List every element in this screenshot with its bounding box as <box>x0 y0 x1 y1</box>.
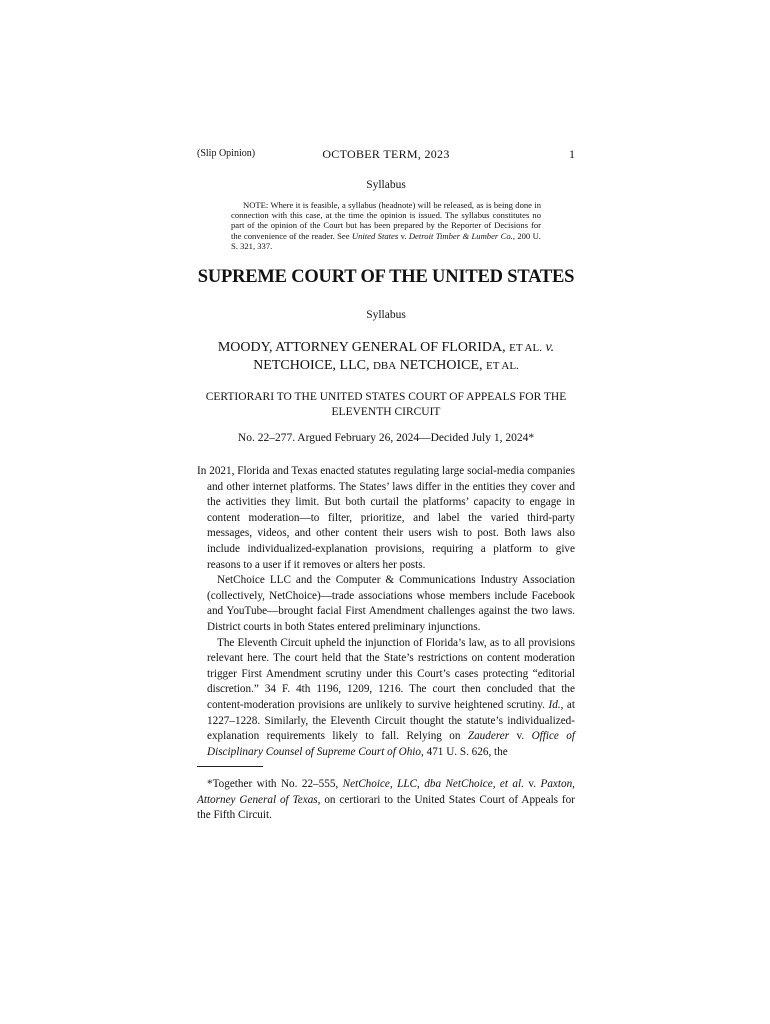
caption-et-al-2: ET AL. <box>486 360 519 373</box>
footnote-paxton: Paxton, Attorney General of Texas <box>197 778 575 806</box>
footnote <box>197 777 575 824</box>
caption-party-3: NETCHOICE, <box>399 358 483 374</box>
footnote-rule <box>197 766 263 767</box>
reporter-note <box>231 200 541 251</box>
note-citation: , 200 U. S. 321, 337. <box>231 230 541 251</box>
docket-line: No. 22–277. Argued February 26, 2024—Decided July 1, 2024* <box>237 432 535 445</box>
footnote-netchoice: NetChoice, LLC, dba NetChoice, et al. <box>342 778 524 791</box>
paragraph-3-office: Office of Disciplinary Counsel of Supreme Court of Ohio <box>207 730 575 758</box>
footnote-lead: *Together with No. 22–555, <box>207 778 343 791</box>
page-number: 1 <box>569 147 575 161</box>
caption-et-al-1: ET AL. <box>509 342 542 355</box>
paragraph-3-text-a: The Eleventh Circuit upheld the injunction of Florida’s law, as to all provisions relevant here. The court held that the State’s restrictions on content moderation trigger First Amendment scrutiny under this Court’s cases protecting “editorial discretion.” 34 F. 4th 1196, 1209, 1216. The court then concluded that the content-moderation provisions are unlikely to survive heightened scrutiny. <box>207 636 575 711</box>
note-v: v. <box>398 230 409 241</box>
paragraph-2: NetChoice LLC and the Computer & Communications Industry Association (collectively, NetChoice)—trade associations whose members include Facebook and YouTube—brought facial First Amendment challenges against the two laws. District courts in both States entered preliminary injunctions. <box>207 574 575 633</box>
slip-opinion-label: (Slip Opinion) <box>197 148 256 159</box>
paragraph-3-text-c: , 471 U. S. 626, the <box>421 745 508 758</box>
syllabus-heading-top: Syllabus <box>366 179 406 191</box>
slip-opinion-page <box>197 140 575 824</box>
paragraph-3-text-b: , at 1227–1228. Similarly, the Eleventh Circuit thought the statute’s individualized-explanation requirements likely to fall. Relying on <box>207 698 576 743</box>
paragraph-3-v: v. <box>509 730 532 743</box>
note-case-name-2: Detroit Timber & Lumber Co. <box>408 230 513 241</box>
footnote-v: v. <box>523 778 541 791</box>
note-case-name: United States <box>351 230 399 241</box>
paragraph-3-id: Id. <box>548 698 561 711</box>
caption-versus: v. <box>545 340 555 356</box>
case-caption <box>197 339 575 375</box>
paragraph-3-zauderer: Zauderer <box>467 730 510 743</box>
caption-party-1: MOODY, ATTORNEY GENERAL OF FLORIDA, <box>217 340 506 356</box>
running-header <box>197 140 575 162</box>
footnote-tail: , on certiorari to the United States Court of Appeals for the Fifth Circuit. <box>197 793 575 822</box>
paragraph-1: In 2021, Florida and Texas enacted statutes regulating large social-media companies and other internet platforms. The States’ laws differ in the entities they cover and the activities they limit. But both curtail the platforms’ capacity to engage in content moderation—to filter, prioritize, and label the varied third-party messages, videos, and other content their users wish to post. Both laws also include individualized-explanation provisions, requiring a platform to give reasons to a user if it removes or alters her posts. <box>197 465 575 571</box>
term-label: OCTOBER TERM, 2023 <box>322 147 450 161</box>
caption-party-2: NETCHOICE, LLC, <box>253 358 370 374</box>
syllabus-heading: Syllabus <box>366 309 406 322</box>
caption-dba: DBA <box>372 360 397 373</box>
syllabus-body <box>197 464 575 760</box>
note-text: NOTE: Where it is feasible, a syllabus (headnote) will be released, as is being done in connection with this case, at the time the opinion is issued. The syllabus constitutes no part of the opinion of the Court but has been prepared by the Reporter of Decisions for the convenience of the reader. See <box>231 200 541 241</box>
court-name: SUPREME COURT OF THE UNITED STATES <box>197 267 575 288</box>
paragraph-3 <box>197 636 575 761</box>
certiorari-line: CERTIORARI TO THE UNITED STATES COURT OF APPEALS FOR THE ELEVENTH CIRCUIT <box>205 391 567 419</box>
